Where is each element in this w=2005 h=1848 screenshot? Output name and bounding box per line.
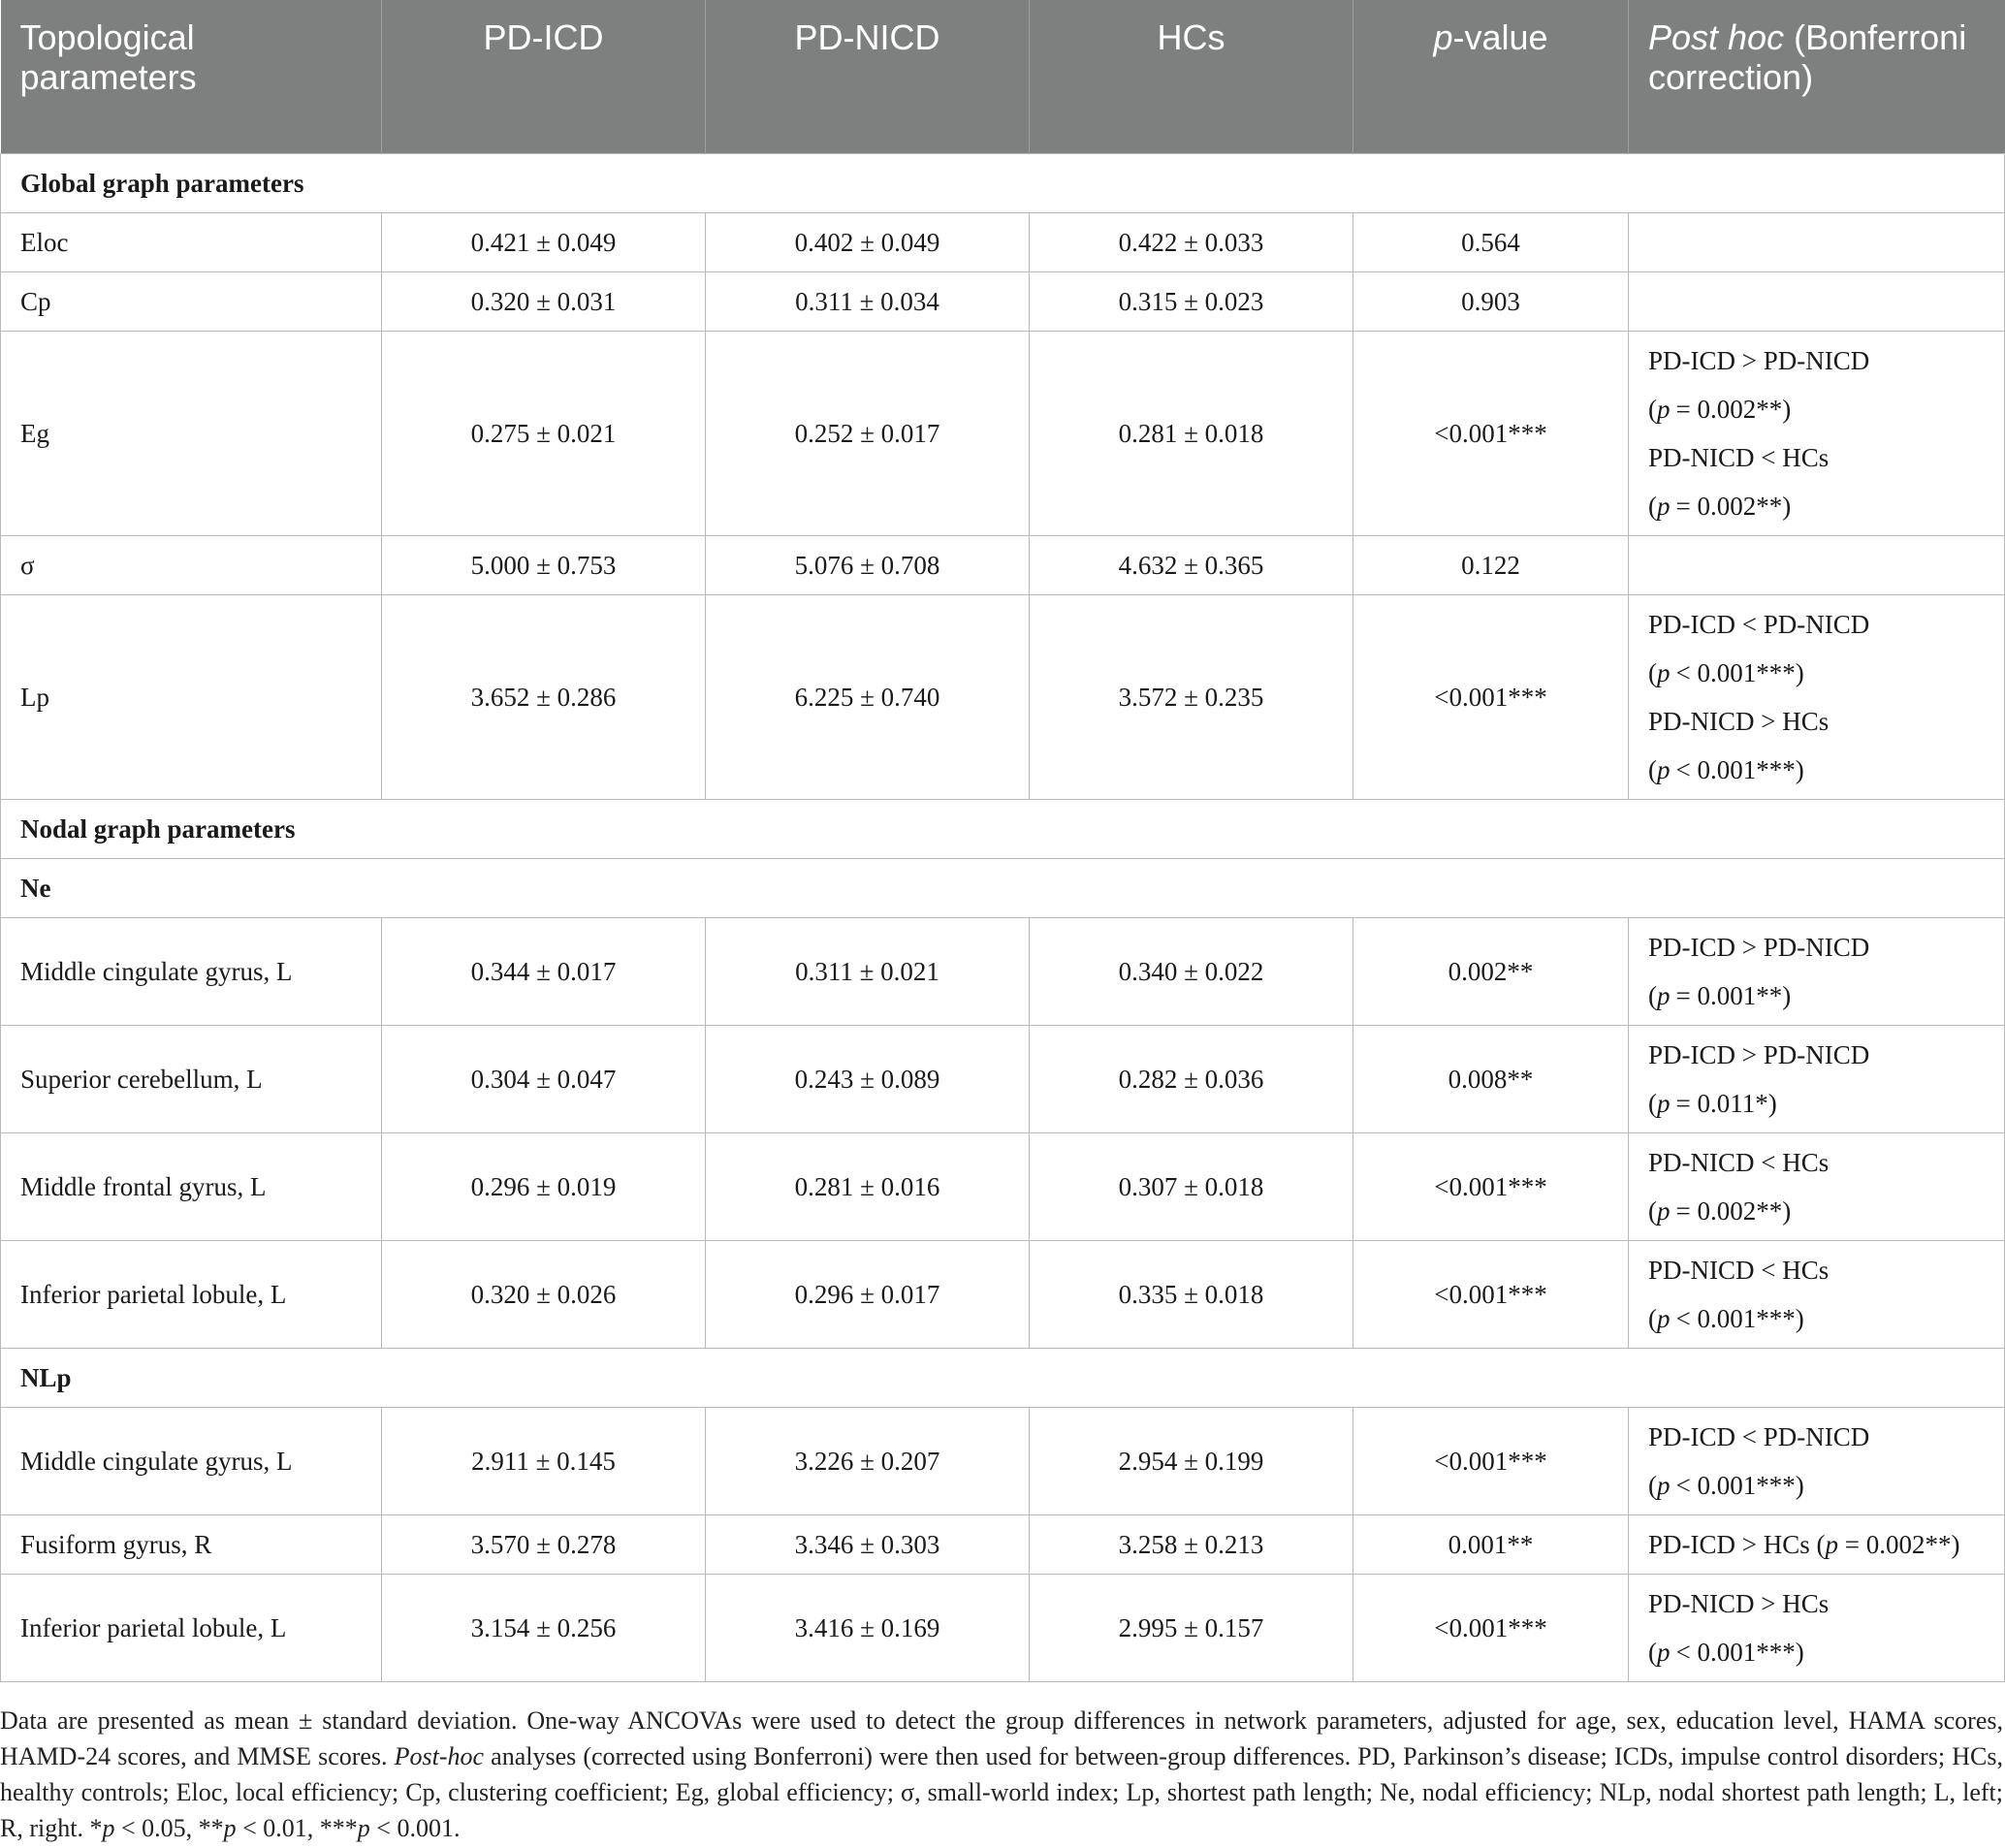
pd-nicd-value: 0.311 ± 0.034 [706, 271, 1030, 331]
post-hoc-text: PD-ICD > HCs ( [1648, 1529, 1826, 1559]
table-header [1, 0, 2005, 153]
section-nodal-label: Nodal graph parameters [1, 799, 2005, 858]
hcs-value: 3.258 ± 0.213 [1030, 1514, 1353, 1574]
open-paren: ( [1648, 1195, 1657, 1226]
p-value-cell: <0.001*** [1353, 331, 1629, 535]
section-nlp [1, 1348, 2005, 1407]
post-hoc-cell [1629, 535, 2005, 594]
post-hoc-cell [1629, 271, 2005, 331]
post-hoc-p-value: = 0.002**) [1675, 394, 1792, 424]
post-hoc-p-line [1648, 482, 1998, 530]
post-hoc-p-line [1648, 746, 1998, 794]
hcs-value: 0.282 ± 0.036 [1030, 1025, 1353, 1132]
p-value-cell: 0.001** [1353, 1514, 1629, 1574]
post-hoc-cell [1629, 917, 2005, 1025]
pd-icd-value: 0.421 ± 0.049 [382, 212, 706, 271]
post-hoc-comparison: PD-NICD > HCs [1648, 706, 1830, 736]
post-hoc-cell [1629, 1240, 2005, 1348]
header-pd-nicd: PD-NICD [706, 0, 1030, 153]
table-row [1, 331, 2005, 535]
p-symbol: p [1657, 657, 1671, 687]
param-name-cell: Middle frontal gyrus, L [1, 1132, 382, 1240]
param-name-cell: Eloc [1, 212, 382, 271]
post-hoc-comparison: PD-ICD < PD-NICD [1648, 1421, 1870, 1451]
pd-icd-value: 0.320 ± 0.031 [382, 271, 706, 331]
post-hoc-text: = 0.002**) [1838, 1529, 1960, 1559]
post-hoc-p-value: < 0.001***) [1675, 1470, 1804, 1500]
section-global-label: Global graph parameters [1, 153, 2005, 212]
hcs-value: 2.995 ± 0.157 [1030, 1574, 1353, 1681]
pd-icd-value: 5.000 ± 0.753 [382, 535, 706, 594]
pd-nicd-value: 5.076 ± 0.708 [706, 535, 1030, 594]
post-hoc-comparison: PD-NICD > HCs [1648, 1588, 1830, 1618]
param-name-cell: Superior cerebellum, L [1, 1025, 382, 1132]
post-hoc-cell [1629, 212, 2005, 271]
post-hoc-p-line [1648, 1461, 1998, 1510]
hcs-value: 3.572 ± 0.235 [1030, 594, 1353, 799]
pd-nicd-value: 0.296 ± 0.017 [706, 1240, 1030, 1348]
post-hoc-p-value: < 0.001***) [1675, 657, 1804, 687]
post-hoc-cell [1629, 1514, 2005, 1574]
post-hoc-p-line [1648, 972, 1998, 1020]
open-paren: ( [1648, 491, 1657, 521]
post-hoc-p-line [1648, 649, 1998, 697]
p-symbol: p [1657, 1470, 1671, 1500]
open-paren: ( [1648, 1303, 1657, 1333]
hcs-value: 0.422 ± 0.033 [1030, 212, 1353, 271]
table-row [1, 1407, 2005, 1514]
post-hoc-cell [1629, 331, 2005, 535]
p-symbol: p [1657, 491, 1671, 521]
post-hoc-comparison: PD-ICD > PD-NICD [1648, 1039, 1870, 1069]
header-topological-parameters: Topological parameters [1, 0, 382, 153]
post-hoc-p-line [1648, 1294, 1998, 1343]
pd-nicd-value: 3.346 ± 0.303 [706, 1514, 1030, 1574]
post-hoc-comparison: PD-NICD < HCs [1648, 442, 1830, 472]
post-hoc-p-value: < 0.001***) [1675, 754, 1804, 784]
table-body [1, 153, 2005, 1681]
header-p-value: p-value [1353, 0, 1629, 153]
header-pd-icd: PD-ICD [382, 0, 706, 153]
p-value-cell: 0.903 [1353, 271, 1629, 331]
param-name-cell: Lp [1, 594, 382, 799]
p-value-cell: <0.001*** [1353, 1407, 1629, 1514]
table-row [1, 1132, 2005, 1240]
param-name-cell: Eg [1, 331, 382, 535]
param-name-cell: Fusiform gyrus, R [1, 1514, 382, 1574]
pd-nicd-value: 0.281 ± 0.016 [706, 1132, 1030, 1240]
post-hoc-p-value: = 0.002**) [1675, 1195, 1792, 1226]
table-footnote: Data are presented as mean ± standard deviation. One-way ANCOVAs were used to detect the group differences in network parameters, adjusted for age, sex, education level, HAMA scores, HAMD-24 scores, and MMSE scores. Post-hoc analyses (corrected using Bonferroni) were then used for between-group differences. PD, Parkinson’s disease; ICDs, impulse control disorders; HCs, healthy controls; Eloc, local efficiency; Cp, clustering coefficient; Eg, global efficiency; σ, small-world index; Lp, shortest path length; Ne, nodal efficiency; NLp, nodal shortest path length; L, left; R, right. *p < 0.05, **p < 0.01, ***p < 0.001. [0, 1706, 2003, 1842]
section-nlp-label: NLp [1, 1348, 2005, 1407]
table-row [1, 1025, 2005, 1132]
hcs-value: 0.281 ± 0.018 [1030, 331, 1353, 535]
pd-nicd-value: 3.416 ± 0.169 [706, 1574, 1030, 1681]
open-paren: ( [1648, 1637, 1657, 1667]
pd-nicd-value: 3.226 ± 0.207 [706, 1407, 1030, 1514]
param-name-cell: Inferior parietal lobule, L [1, 1574, 382, 1681]
pd-nicd-value: 0.311 ± 0.021 [706, 917, 1030, 1025]
p-value-cell: <0.001*** [1353, 1574, 1629, 1681]
pd-icd-value: 0.275 ± 0.021 [382, 331, 706, 535]
pd-icd-value: 2.911 ± 0.145 [382, 1407, 706, 1514]
param-name-cell: Middle cingulate gyrus, L [1, 917, 382, 1025]
p-value-cell: 0.002** [1353, 917, 1629, 1025]
post-hoc-p-value: < 0.001***) [1675, 1303, 1804, 1333]
hcs-value: 4.632 ± 0.365 [1030, 535, 1353, 594]
p-value-cell: <0.001*** [1353, 594, 1629, 799]
hcs-value: 2.954 ± 0.199 [1030, 1407, 1353, 1514]
table-row [1, 917, 2005, 1025]
p-value-cell: 0.122 [1353, 535, 1629, 594]
header-post-hoc: Post hoc (Bonferroni correction) [1629, 0, 2005, 153]
p-symbol: p [1825, 1529, 1838, 1559]
section-global [1, 153, 2005, 212]
param-name-cell: Middle cingulate gyrus, L [1, 1407, 382, 1514]
post-hoc-cell [1629, 1407, 2005, 1514]
p-value-cell: <0.001*** [1353, 1240, 1629, 1348]
p-symbol: p [1657, 1088, 1671, 1118]
post-hoc-p-value: = 0.001**) [1675, 980, 1792, 1010]
post-hoc-p-value: = 0.002**) [1675, 491, 1792, 521]
post-hoc-comparison: PD-ICD > PD-NICD [1648, 932, 1870, 962]
pd-icd-value: 3.570 ± 0.278 [382, 1514, 706, 1574]
p-value-cell: 0.008** [1353, 1025, 1629, 1132]
pd-nicd-value: 0.402 ± 0.049 [706, 212, 1030, 271]
post-hoc-p-line [1648, 1628, 1998, 1676]
post-hoc-comparison: PD-ICD > PD-NICD [1648, 345, 1870, 375]
table-row [1, 1574, 2005, 1681]
hcs-value: 0.340 ± 0.022 [1030, 917, 1353, 1025]
table-row [1, 1514, 2005, 1574]
hcs-value: 0.335 ± 0.018 [1030, 1240, 1353, 1348]
pd-nicd-value: 0.243 ± 0.089 [706, 1025, 1030, 1132]
pd-icd-value: 0.320 ± 0.026 [382, 1240, 706, 1348]
section-nodal [1, 799, 2005, 858]
param-name-cell: Inferior parietal lobule, L [1, 1240, 382, 1348]
pd-icd-value: 0.344 ± 0.017 [382, 917, 706, 1025]
p-symbol: p [1657, 394, 1671, 424]
table-row [1, 594, 2005, 799]
pd-nicd-value: 6.225 ± 0.740 [706, 594, 1030, 799]
pd-icd-value: 0.296 ± 0.019 [382, 1132, 706, 1240]
post-hoc-cell [1629, 594, 2005, 799]
post-hoc-comparison: PD-ICD < PD-NICD [1648, 609, 1870, 639]
post-hoc-comparison: PD-NICD < HCs [1648, 1147, 1830, 1177]
p-symbol: p [1657, 754, 1671, 784]
pd-icd-value: 3.154 ± 0.256 [382, 1574, 706, 1681]
p-symbol: p [1657, 1637, 1671, 1667]
hcs-value: 0.315 ± 0.023 [1030, 271, 1353, 331]
table-row [1, 271, 2005, 331]
param-name-cell: σ [1, 535, 382, 594]
open-paren: ( [1648, 980, 1657, 1010]
post-hoc-p-line [1648, 1079, 1998, 1128]
post-hoc-cell [1629, 1025, 2005, 1132]
post-hoc-p-line [1648, 1187, 1998, 1235]
open-paren: ( [1648, 394, 1657, 424]
p-symbol: p [1657, 1195, 1671, 1226]
section-ne-label: Ne [1, 858, 2005, 917]
p-value-cell: 0.564 [1353, 212, 1629, 271]
post-hoc-cell [1629, 1574, 2005, 1681]
p-value-cell: <0.001*** [1353, 1132, 1629, 1240]
hcs-value: 0.307 ± 0.018 [1030, 1132, 1353, 1240]
open-paren: ( [1648, 1088, 1657, 1118]
open-paren: ( [1648, 657, 1657, 687]
post-hoc-comparison: PD-NICD < HCs [1648, 1255, 1830, 1285]
post-hoc-p-value: < 0.001***) [1675, 1637, 1804, 1667]
table-row [1, 1240, 2005, 1348]
post-hoc-p-value: = 0.011*) [1675, 1088, 1777, 1118]
param-name-cell: Cp [1, 271, 382, 331]
section-ne [1, 858, 2005, 917]
table-row [1, 535, 2005, 594]
post-hoc-cell [1629, 1132, 2005, 1240]
pd-nicd-value: 0.252 ± 0.017 [706, 331, 1030, 535]
open-paren: ( [1648, 754, 1657, 784]
p-symbol: p [1657, 980, 1671, 1010]
table-row [1, 212, 2005, 271]
open-paren: ( [1648, 1470, 1657, 1500]
header-hcs: HCs [1030, 0, 1353, 153]
p-symbol: p [1657, 1303, 1671, 1333]
post-hoc-p-line [1648, 385, 1998, 433]
pd-icd-value: 3.652 ± 0.286 [382, 594, 706, 799]
pd-icd-value: 0.304 ± 0.047 [382, 1025, 706, 1132]
